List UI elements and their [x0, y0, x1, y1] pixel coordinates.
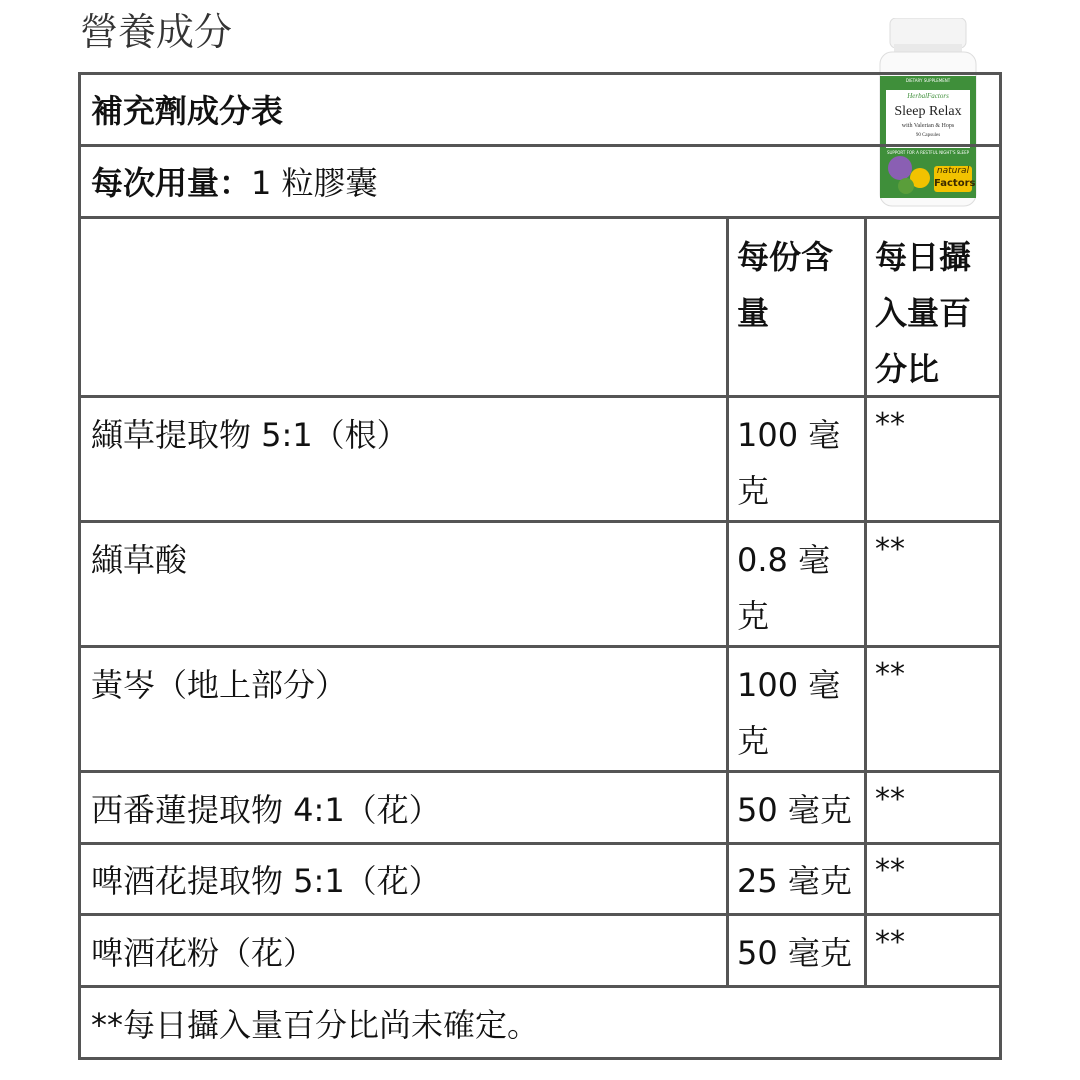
- divider: [81, 645, 999, 648]
- ingredient-name: 西番蓮提取物 4:1（花）: [91, 791, 441, 829]
- ingredient-name: 黃岑（地上部分）: [91, 666, 348, 704]
- supplement-facts-table: [78, 72, 1002, 1060]
- divider: [81, 520, 999, 523]
- table-footnote: **每日攝入量百分比尚未確定。: [91, 1006, 540, 1044]
- column-divider: [726, 216, 729, 988]
- ingredient-amount: 50 毫克: [737, 791, 852, 829]
- ingredient-name: 纈草酸: [91, 541, 188, 579]
- serving-label: 每次用量：: [91, 164, 252, 202]
- ingredient-daily-value: **: [875, 407, 905, 442]
- divider: [81, 985, 999, 988]
- ingredient-daily-value: **: [875, 925, 905, 960]
- ingredient-name: 啤酒花粉（花）: [91, 934, 316, 972]
- ingredient-amount: 50 毫克: [737, 934, 852, 972]
- ingredient-amount: 0.8 毫克: [737, 541, 831, 635]
- bottle-logo-line2: Factors: [934, 178, 976, 189]
- bottle-count: 90 Capsules: [915, 133, 941, 138]
- ingredient-amount: 100 毫克: [737, 416, 841, 510]
- column-header-daily-value: 每日攝入量百分比: [875, 238, 972, 388]
- ingredient-amount: 100 毫克: [737, 666, 841, 760]
- ingredient-amount: 25 毫克: [737, 862, 852, 900]
- divider: [81, 144, 999, 147]
- ingredient-daily-value: **: [875, 532, 905, 567]
- bottle-label-top: DIETARY SUPPLEMENT: [905, 78, 951, 83]
- divider: [81, 842, 999, 845]
- section-heading: 營養成分: [80, 10, 233, 54]
- serving-size: [91, 155, 791, 211]
- bottle-subtitle: with Valerian & Hops: [901, 123, 955, 129]
- ingredient-daily-value: **: [875, 853, 905, 888]
- ingredient-daily-value: **: [875, 782, 905, 817]
- divider: [81, 913, 999, 916]
- ingredient-name: 纈草提取物 5:1（根）: [91, 416, 409, 454]
- bottle-product-name: Sleep Relax: [894, 104, 962, 119]
- bottle-tagline: SUPPORT FOR A RESTFUL NIGHT'S SLEEP: [886, 150, 970, 155]
- divider: [81, 395, 999, 398]
- divider: [81, 770, 999, 773]
- bottle-logo-line1: natural: [936, 166, 970, 176]
- bottle-brand-small: HerbalFactors: [907, 92, 949, 100]
- ingredient-daily-value: **: [875, 657, 905, 692]
- column-header-amount: 每份含量: [737, 238, 834, 332]
- ingredient-name: 啤酒花提取物 5:1（花）: [91, 862, 441, 900]
- table-title: 補充劑成分表: [91, 92, 284, 130]
- divider: [81, 216, 999, 219]
- serving-value: 1 粒膠囊: [251, 164, 378, 202]
